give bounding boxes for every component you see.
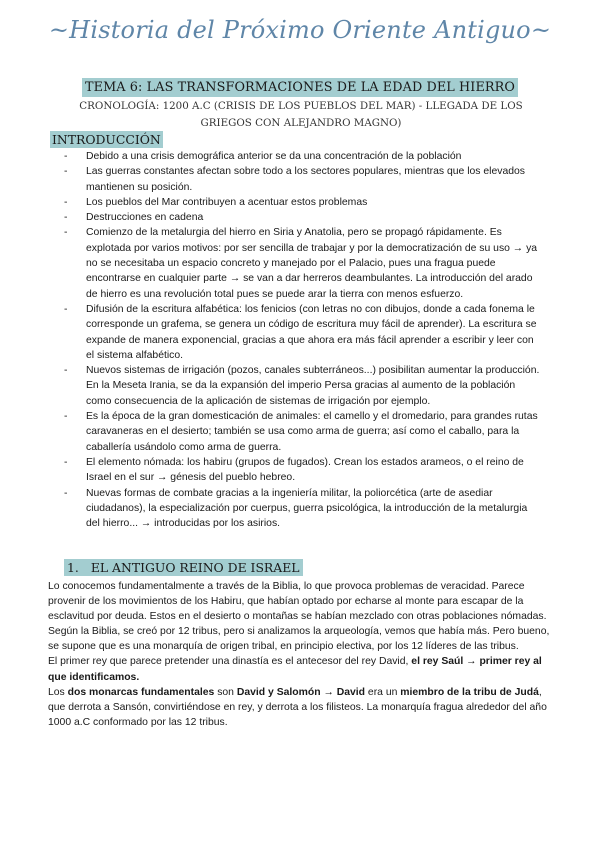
tema-heading: TEMA 6: LAS TRANSFORMACIONES DE LA EDAD DEL HIERRO bbox=[82, 78, 518, 97]
list-item-extra-text: En la Meseta Irania, se da la expansión del imperio Persa gracias al aumento de la población como consecuencia de la aplicación de sistemas de irrigación por ejemplo. bbox=[86, 380, 516, 407]
list-item bbox=[62, 210, 542, 225]
list-item bbox=[62, 455, 542, 486]
list-item-text: Las guerras constantes afectan sobre todo a los sectores populares, mientras que los elevados mantienen su posición. bbox=[86, 166, 525, 193]
paragraph-text: Los bbox=[48, 686, 68, 698]
tema-heading-wrap bbox=[0, 78, 600, 97]
paragraph-text: , que derrota a Sansón, convirtiéndose en rey, y derrota a los filisteos. La monarquía fragua alrededor del año 1000 a.C conformado por las 12 tribus. bbox=[48, 686, 547, 728]
list-item-text: Debido a una crisis demográfica anterior se da una concentración de la población bbox=[86, 151, 462, 162]
list-item bbox=[62, 486, 542, 532]
list-item bbox=[62, 195, 542, 210]
section-1-number: 1. bbox=[67, 560, 79, 575]
list-item bbox=[62, 302, 542, 363]
paragraph: Lo conocemos fundamentalmente a través de la Biblia, lo que provoca problemas de veracidad. Parece provenir de los movimientos de los Habiru, que habían optado por echarse al monte para escapar de la esclavitud por deuda. Estos en el desierto o montañas se habían mezclado con otras poblaciones nómadas. bbox=[48, 581, 547, 623]
section-1-heading bbox=[64, 559, 303, 576]
paragraph: Según la Biblia, se creó por 12 tribus, pero si analizamos la arqueología, vemos que había más. Pero bueno, se supone que es una monarquía de origen tribal, en principio electiva, por los 12 líderes de las tribus. bbox=[48, 626, 550, 653]
list-item-text: Difusión de la escritura alfabética: los fenicios (con letras no con dibujos, donde a cada fonema le corresponde un grafema, se genera un código de escritura muy fácil de aprender). La escritura se expande de manera exponencial, gracias a que ahora era más fácil aprender a escribir y leer con el sistema alfabético. bbox=[86, 303, 537, 361]
list-item-text: Los pueblos del Mar contribuyen a acentuar estos problemas bbox=[86, 196, 368, 208]
list-item bbox=[62, 164, 542, 195]
cronologia-subtitle: CRONOLOGÍA: 1200 A.C (CRISIS DE LOS PUEBLOS DEL MAR) - LLEGADA DE LOS GRIEGOS CON ALEJANDRO MAGNO) bbox=[79, 100, 523, 129]
paragraph-bold-text: el rey Saúl → primer rey al que identificamos. bbox=[48, 656, 542, 683]
section-1-title: EL ANTIGUO REINO DE ISRAEL bbox=[90, 560, 300, 575]
document-title: ~Historia del Próximo Oriente Antiguo~ bbox=[48, 16, 552, 44]
list-item bbox=[62, 363, 542, 409]
section-1-body bbox=[48, 579, 552, 730]
intro-heading: INTRODUCCIÓN bbox=[52, 132, 161, 147]
list-item-text: El elemento nómada: los habiru (grupos de fugados). Crean los estados arameos, o el reino de Israel en el sur → génesis del pueblo hebreo. bbox=[86, 456, 524, 484]
paragraph bbox=[48, 685, 552, 730]
paragraph-bold-text: dos monarcas fundamentales bbox=[67, 686, 215, 698]
list-item-text: Es la época de la gran domesticación de animales: el camello y el dromedario, para grandes rutas caravaneras en el desierto; también se usa como arma de guerra; así como el caballo, para la caballería usándolo como arma de guerra. bbox=[86, 411, 538, 453]
list-item-text: Comienzo de la metalurgia del hierro en Siria y Anatolia, pero se propagó rápidamente. Es explotada por varios motivos: por ser sencilla de trabajar y por la democratización de su uso → ya no se necesitaba un espacio concreto y manejado por el Palacio, pues una fragua puede encontrarse en cualquier parte → se van a dar herreros deambulantes. La introducción del arado de hierro es una revolución total pues se puede arar la tierra con menos esfuerzo. bbox=[86, 227, 538, 300]
list-item bbox=[62, 149, 542, 164]
paragraph-text: era un bbox=[365, 686, 401, 698]
paragraph-text: El primer rey que parece pretender una dinastía es el antecesor del rey David, bbox=[48, 656, 412, 668]
list-item bbox=[62, 409, 542, 455]
intro-bullet-list bbox=[62, 149, 542, 531]
list-item-text: Nuevas formas de combate gracias a la ingeniería militar, la poliorcética (arte de asediar ciudadanos), la especialización por cuerpus, guerra psicológica, la introducción de la metalurgia del hierro... → introducidas por los asirios. bbox=[86, 487, 528, 530]
list-item-text: Nuevos sistemas de irrigación (pozos, canales subterráneos...) posibilitan aumentar la producción. bbox=[86, 365, 540, 377]
paragraph-bold-text: David y Salomón → David bbox=[236, 686, 366, 698]
list-item bbox=[62, 225, 542, 301]
paragraph bbox=[48, 654, 552, 684]
paragraph-text: son bbox=[214, 686, 237, 698]
paragraph-bold-text: miembro de la tribu de Judá bbox=[400, 686, 539, 698]
list-item-text: Destrucciones en cadena bbox=[86, 212, 204, 224]
